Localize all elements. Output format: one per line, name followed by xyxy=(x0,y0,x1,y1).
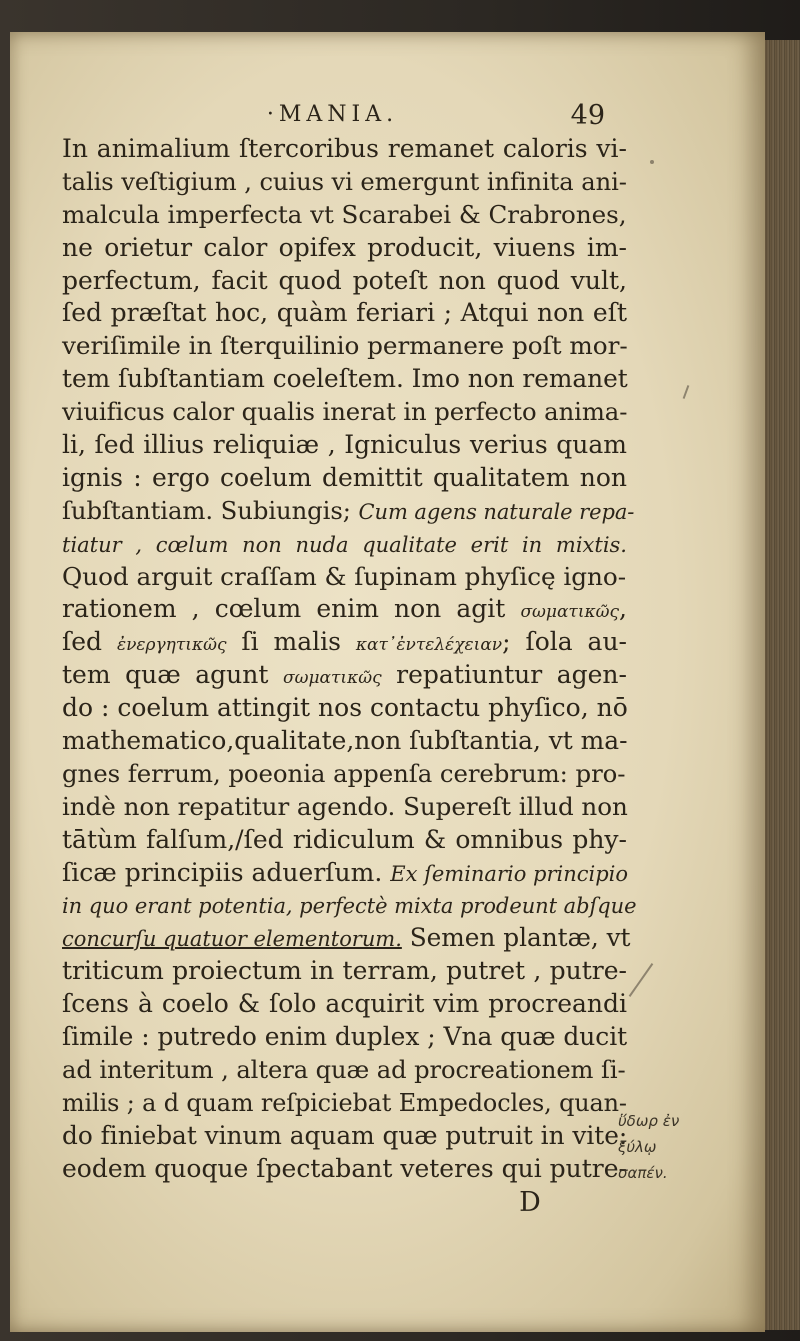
text-line: ſcens à coelo & ſolo acquirit vim procreandi xyxy=(62,989,627,1019)
greek-text: ἐνεργητικῶς xyxy=(116,635,227,656)
body-text xyxy=(62,133,637,1186)
italic-text: tiatur , cœlum non nuda qualitate erit in mixtis. xyxy=(62,532,627,557)
italic-text: Cum agens naturale repa- xyxy=(358,499,635,524)
text-line: eodem quoque ſpectabant veteres qui putre- xyxy=(62,1153,627,1183)
text-line: tem ſubſtantiam coeleſtem. Imo non remanet xyxy=(62,364,628,394)
text-line: viuificus calor qualis inerat in perfecto anima- xyxy=(62,397,628,427)
text-line: ignis : ergo coelum demittit qualitatem non xyxy=(62,462,627,492)
handwritten-stroke xyxy=(650,160,654,164)
text-line: gnes ferrum, poeonia appenſa cerebrum: pro- xyxy=(62,758,626,788)
text-line: veriſimile in ſterquilinio permanere poſt mor- xyxy=(62,331,628,361)
running-head: ·MANIA. xyxy=(266,102,399,127)
greek-text: κατ᾽ἐντελέχειαν xyxy=(355,635,503,656)
text-line: mathematico,qualitate,non ſubſtantia, vt ma- xyxy=(62,726,628,756)
text-line xyxy=(62,889,637,922)
greek-text: σωματικῶς xyxy=(520,602,620,623)
text-line: triticum proiectum in terram, putret , putre- xyxy=(62,956,627,986)
text-line: ſimile : putredo enim duplex ; Vna quæ ducit xyxy=(62,1022,628,1052)
text-line: milis ; a d quam reſpiciebat Empedocles, quan- xyxy=(62,1088,627,1117)
text-line xyxy=(62,528,627,561)
text-line: perfectum, facit quod poteſt non quod vult, xyxy=(62,265,627,295)
page-edge xyxy=(760,40,800,1330)
text-line: li, ſed illius reliquiæ , Igniculus verius quam xyxy=(62,430,627,460)
handwritten-marginal-note xyxy=(618,1108,708,1186)
signature-mark: D xyxy=(519,1187,541,1218)
text-line: ad interitum , altera quæ ad procreationem ſi- xyxy=(62,1055,626,1084)
text-line: indè non repatitur agendo. Supereſt illud non xyxy=(62,791,628,821)
text-line: Quod arguit craſſam & ſupinam phyſicę igno- xyxy=(62,561,627,591)
italic-text: Ex ſeminario principio xyxy=(390,861,629,886)
text-line: rationem , cœlum enim non agit σωματικῶς, xyxy=(62,594,627,624)
text-line: concurſu quatuor elementorum. Semen plantæ, vt xyxy=(62,923,631,953)
marginal-note-line: ὕδωρ ἐν ξύλῳ xyxy=(618,1112,680,1156)
italic-text: in quo erant potentia, perfectè mixta prodeunt abſque xyxy=(62,894,637,919)
text-line: do finiebat vinum aquam quæ putruit in vite: xyxy=(62,1120,628,1150)
text-line: ſed ἐνεργητικῶς ſi malis κατ᾽ἐντελέχειαν; ſola au- xyxy=(62,627,627,657)
text-line: malcula imperfecta vt Scarabei & Crabrones, xyxy=(62,199,627,229)
text-line: ſubſtantiam. Subiungis; Cum agens naturale repa- xyxy=(62,495,635,525)
text-line: talis veſtigium , cuius vi emergunt infinita ani- xyxy=(62,167,627,196)
text-line: do : coelum attingit nos contactu phyſico, nō xyxy=(62,693,628,723)
underlined-italic-text: concurſu quatuor elementorum. xyxy=(62,927,402,952)
text-line: ſicæ principiis aduerſum. Ex ſeminario principio xyxy=(62,857,629,887)
marginal-note-line: σαπέν. xyxy=(618,1164,668,1182)
text-line: ſed præſtat hoc, quàm feriari ; Atqui non eſt xyxy=(62,298,627,328)
page-number: 49 xyxy=(570,100,605,131)
text-line: tem quæ agunt σωματικῶς repatiuntur agen- xyxy=(62,660,627,690)
text-line: In animalium ſtercoribus remanet caloris vi- xyxy=(62,134,627,163)
greek-text: σωματικῶς xyxy=(283,668,382,689)
text-line: tātùm falſum,/ſed ridiculum & omnibus phy- xyxy=(62,824,627,854)
text-line: ne orietur calor opifex producit, viuens im- xyxy=(62,232,627,262)
